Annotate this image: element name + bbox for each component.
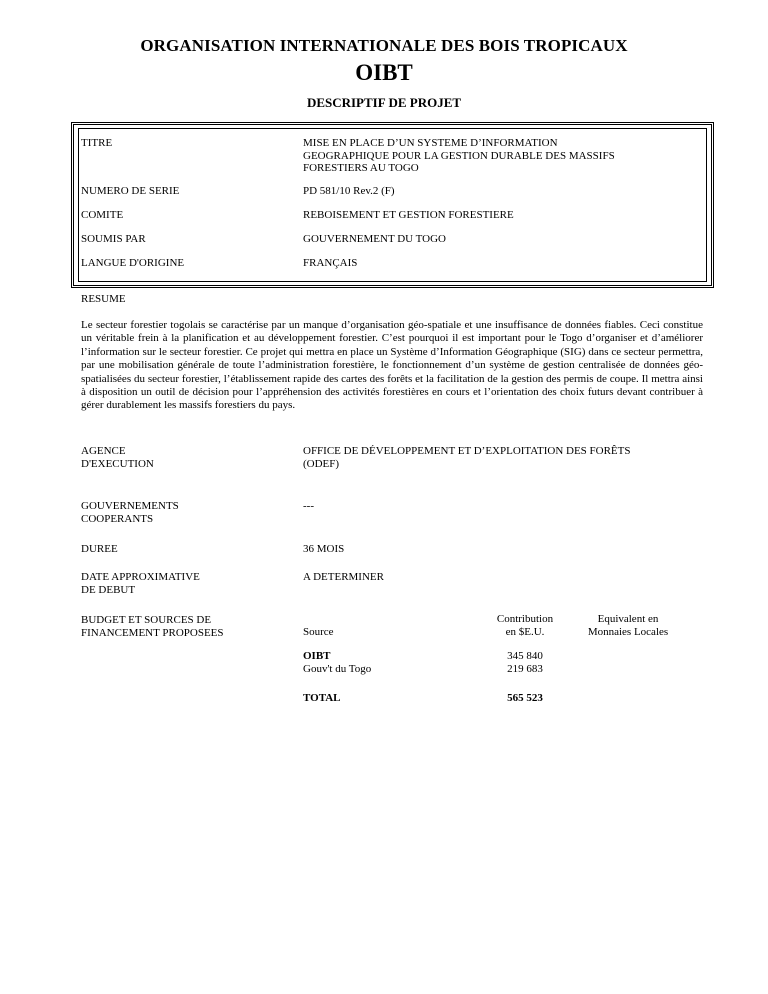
- comite-value: REBOISEMENT ET GESTION FORESTIERE: [303, 209, 514, 221]
- resume-text: Le secteur forestier togolais se caractérise par un manque d’organisation géo-spatiale et une insuffisance de données fiables. Ceci constitue un véritable frein à la planification et au développement forestier. C’est pourquoi il est important pour le Togo d’organiser et d’améliorer l’information sur le secteur forestier. Ce projet qui mettra en place un Système d’Information Géographique (SIG) dans ce secteur permettra, par une mobilisation générale de toute l’administration forestière, le fonctionnement d’un système de gestion centralisée de données géo-spatialisées du secteur forestier, l’établissement rapide des cartes des forêts et la facilitation de la gestion des permis de coupe. Il mettra ainsi à disposition un outil de décision pour l’appréhension des activités forestières en cours et l’orientation des choix futurs devant contribuer à gérer durablement les massifs forestiers du pays.: [81, 319, 703, 412]
- duree-value: 36 MOIS: [303, 543, 345, 555]
- titre-value-line-2: GEOGRAPHIQUE POUR LA GESTION DURABLE DES MASSIFS: [303, 149, 615, 162]
- budget-row-source: OIBT: [303, 650, 331, 662]
- budget-row-contribution: 345 840: [507, 650, 543, 662]
- agence-label-line-1: AGENCE: [81, 445, 126, 457]
- agence-value-line-2: (ODEF): [303, 457, 340, 470]
- soumis-label: SOUMIS PAR: [81, 233, 146, 245]
- gouv-label-line-1: GOUVERNEMENTS: [81, 500, 179, 512]
- budget-total-value: 565 523: [507, 692, 543, 704]
- budget-row-contribution: 219 683: [507, 662, 543, 675]
- titre-value-line-3: FORESTIERS AU TOGO: [303, 162, 419, 174]
- organisation-name: ORGANISATION INTERNATIONALE DES BOIS TROPICAUX: [140, 36, 628, 55]
- budget-col-equivalent-line-2: Monnaies Locales: [587, 625, 669, 638]
- gouv-value: ---: [303, 500, 314, 512]
- budget-col-contribution-line-2: en $E.U.: [505, 625, 545, 638]
- date-label-line-2: DE DEBUT: [81, 583, 136, 596]
- budget-col-equivalent-line-1: Equivalent en: [597, 613, 659, 625]
- organisation-acronym: OIBT: [355, 60, 413, 85]
- agence-label-line-2: D'EXECUTION: [81, 457, 154, 470]
- comite-label: COMITE: [81, 209, 124, 221]
- soumis-value: GOUVERNEMENT DU TOGO: [303, 233, 446, 245]
- duree-label: DUREE: [81, 543, 118, 555]
- titre-value-line-1: MISE EN PLACE D’UN SYSTEME D’INFORMATION: [303, 137, 558, 149]
- titre-label: TITRE: [81, 137, 113, 149]
- document-title: DESCRIPTIF DE PROJET: [306, 95, 462, 110]
- date-value: A DETERMINER: [303, 571, 384, 583]
- budget-total-label: TOTAL: [303, 692, 341, 704]
- gouv-label-line-2: COOPERANTS: [81, 512, 154, 525]
- budget-col-source: Source: [303, 626, 334, 638]
- budget-col-contribution-line-1: Contribution: [496, 613, 554, 625]
- agence-value-line-1: OFFICE DE DÉVELOPPEMENT ET D’EXPLOITATION DES FORÊTS: [303, 445, 631, 457]
- date-label-line-1: DATE APPROXIMATIVE: [81, 571, 200, 583]
- langue-value: FRANÇAIS: [303, 257, 358, 269]
- budget-row-source: Gouv't du Togo: [303, 662, 372, 675]
- resume-label: RESUME: [81, 293, 126, 305]
- budget-label-line-1: BUDGET ET SOURCES DE: [81, 614, 212, 626]
- budget-label-line-2: FINANCEMENT PROPOSEES: [81, 626, 224, 639]
- serie-label: NUMERO DE SERIE: [81, 185, 180, 197]
- langue-label: LANGUE D'ORIGINE: [81, 257, 185, 269]
- serie-value: PD 581/10 Rev.2 (F): [303, 185, 395, 197]
